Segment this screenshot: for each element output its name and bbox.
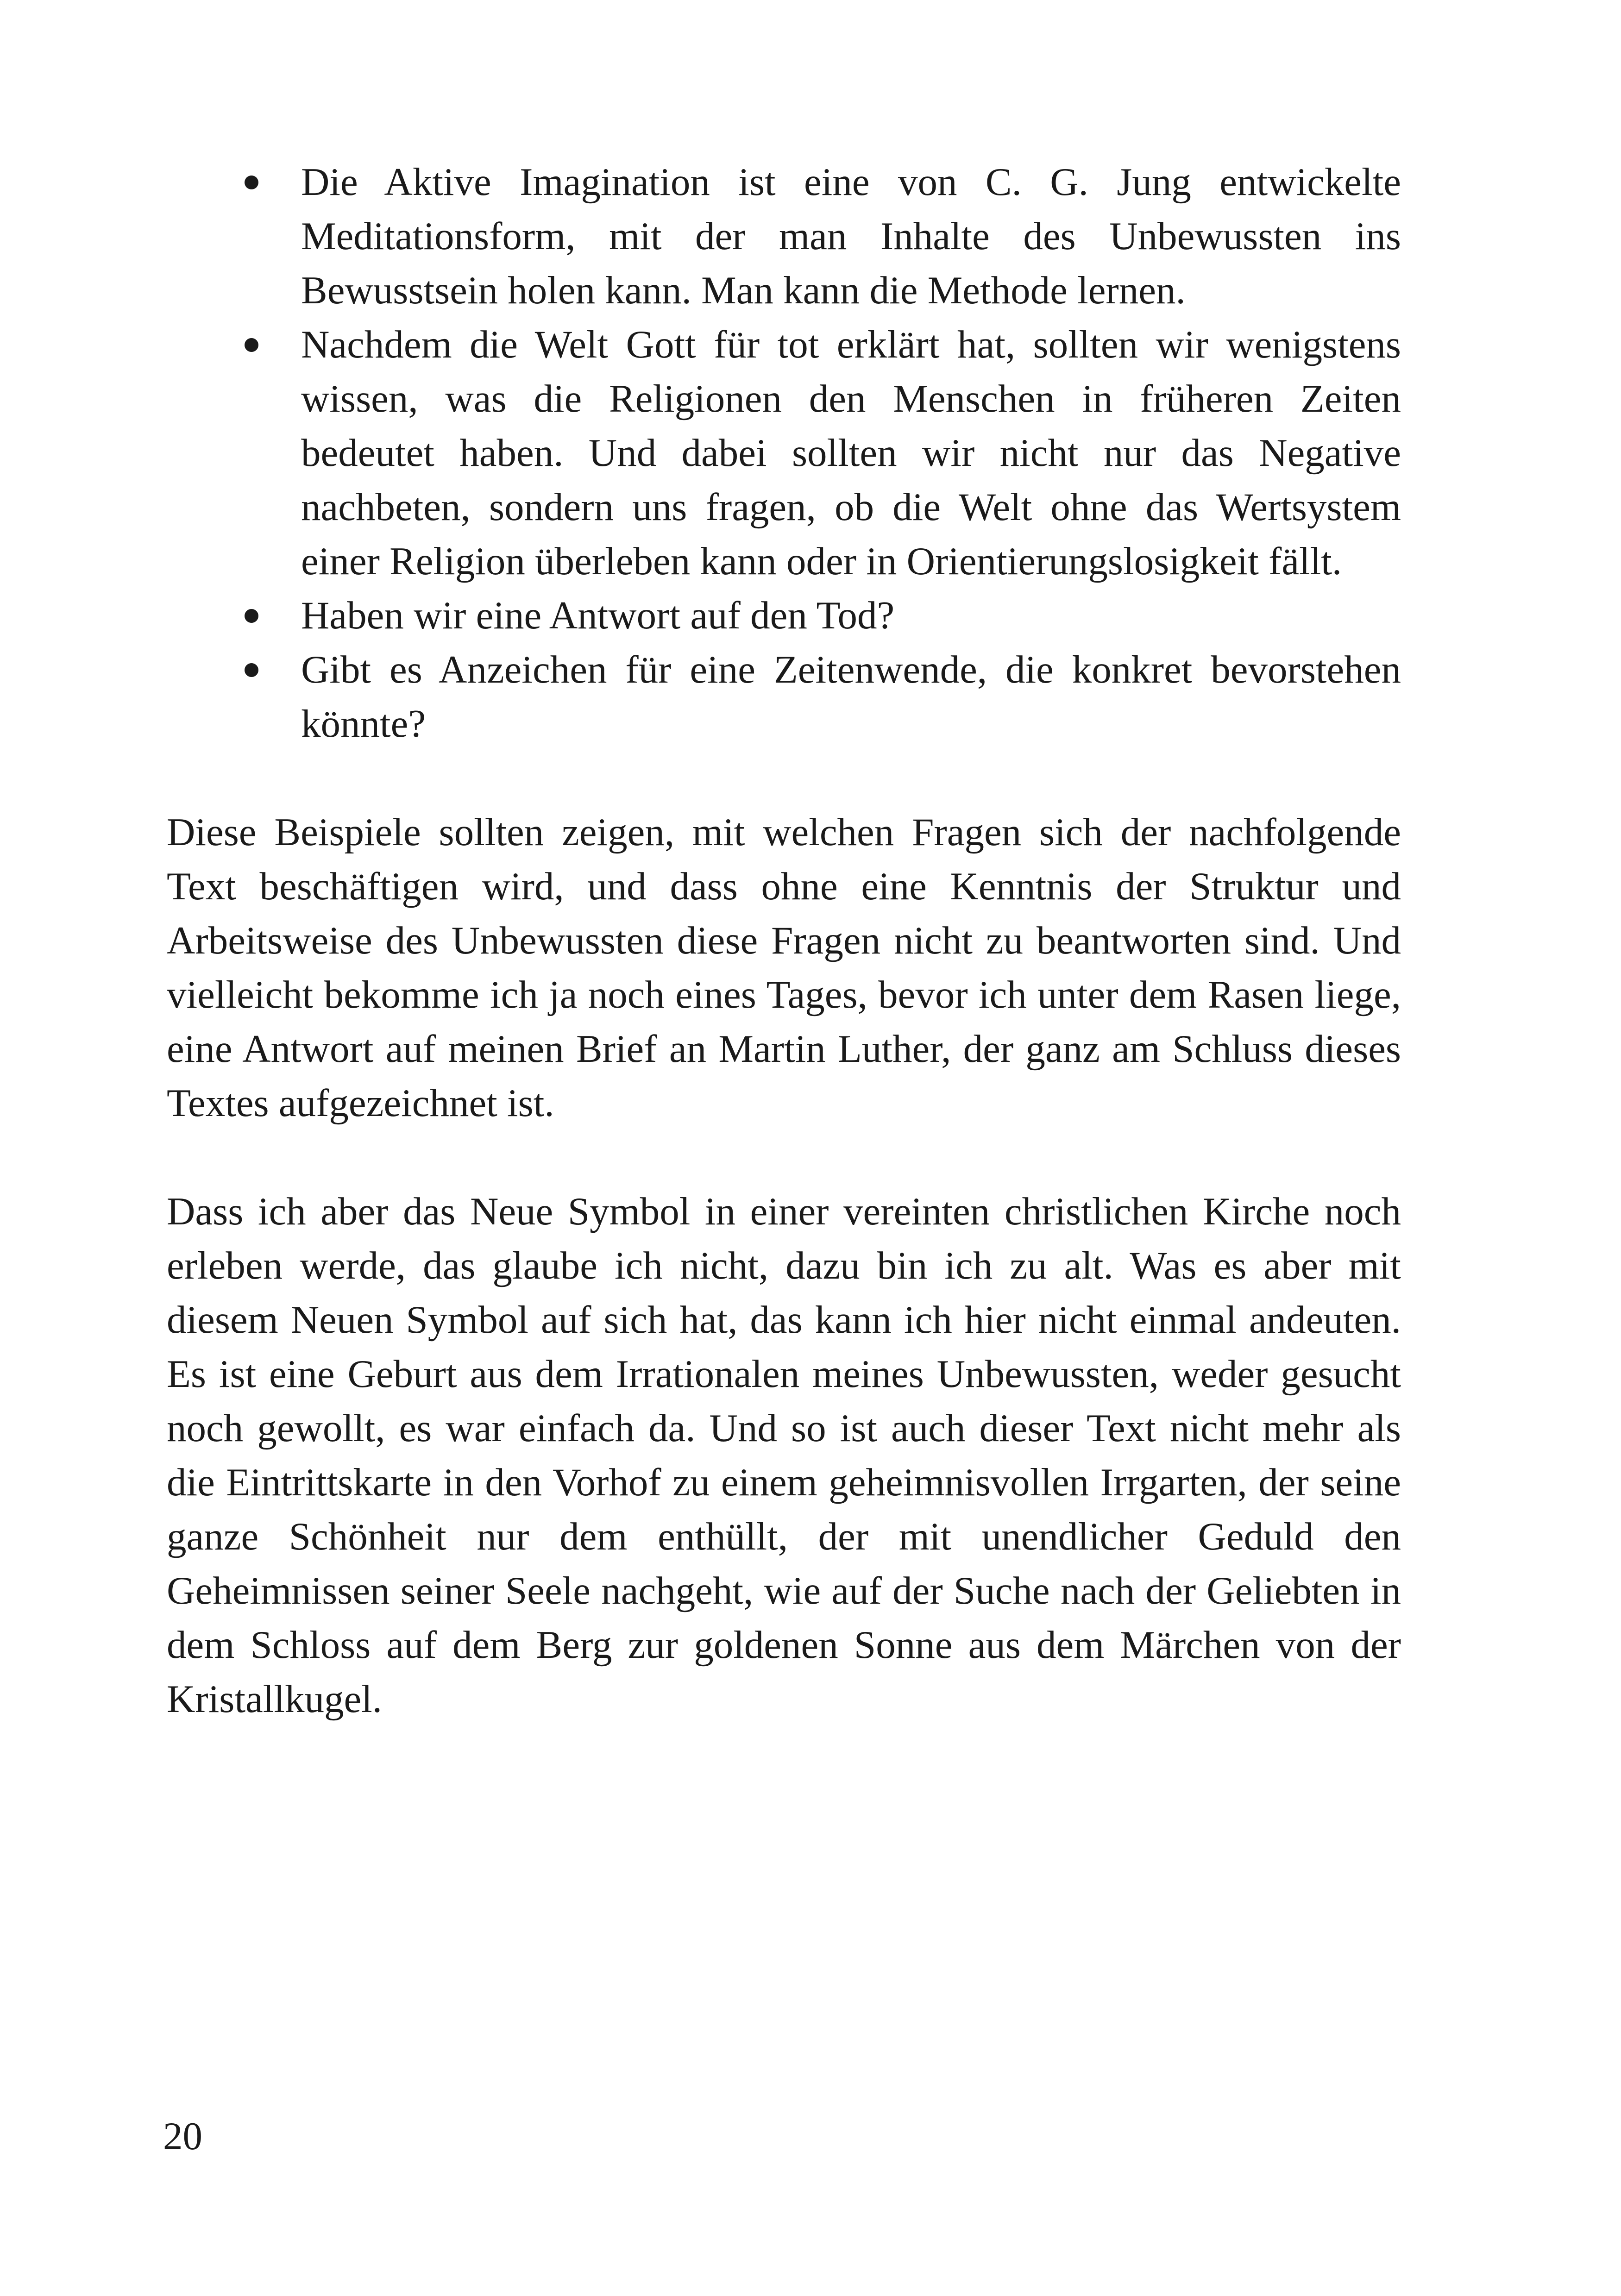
bullet-text: Haben wir eine Antwort auf den Tod? xyxy=(301,594,895,637)
page-number: 20 xyxy=(163,2114,202,2158)
paragraph: Diese Beispiele sollten zeigen, mit welchen Fragen sich der nachfolgende Text beschäftigen wird, und dass ohne eine Kenntnis der Struktur und Arbeitsweise des Unbewussten diese Fragen nicht zu beantworten sind. Und vielleicht bekomme ich ja noch eines Tages, bevor ich unter dem Rasen liege, eine Antwort auf meinen Brief an Martin Luther, der ganz am Schluss dieses Textes aufgezeichnet ist. xyxy=(167,810,1401,1125)
bullet-item xyxy=(167,318,1401,589)
bullet-icon xyxy=(245,609,258,623)
bullet-item xyxy=(167,155,1401,318)
bullet-icon xyxy=(245,338,258,352)
bullet-text: Nachdem die Welt Gott für tot erklärt hat, sollten wir wenigstens wissen, was die Religionen den Menschen in früheren Zeiten bedeutet haben. Und dabei sollten wir nicht nur das Negative nachbeten, sondern uns fragen, ob die Welt ohne das Wertsystem einer Religion überleben kann oder in Orientierungslosigkeit fällt. xyxy=(301,323,1401,583)
bullet-text: Die Aktive Imagination ist eine von C. G. Jung entwickelte Meditationsform, mit der man Inhalte des Unbewussten ins Bewusstsein holen kann. Man kann die Methode lernen. xyxy=(301,160,1401,312)
bullet-icon xyxy=(245,176,258,189)
main-text xyxy=(167,155,1401,1726)
bullet-text: Gibt es Anzeichen für eine Zeitenwende, die konkret bevorstehen könnte? xyxy=(301,648,1401,746)
bullet-item xyxy=(167,589,1401,643)
paragraph: Dass ich aber das Neue Symbol in einer vereinten christlichen Kirche noch erleben werde, das glaube ich nicht, dazu bin ich zu alt. Was es aber mit diesem Neuen Symbol auf sich hat, das kann ich hier nicht einmal andeuten. Es ist eine Geburt aus dem Irrationalen meines Unbewussten, weder gesucht noch gewollt, es war einfach da. Und so ist auch dieser Text nicht mehr als die Eintrittskarte in den Vorhof zu einem geheimnisvollen Irrgarten, der seine ganze Schönheit nur dem enthüllt, der mit unendlicher Geduld den Geheimnissen seiner Seele nachgeht, wie auf der Suche nach der Geliebten in dem Schloss auf dem Berg zur goldenen Sonne aus dem Märchen von der Kristallkugel. xyxy=(167,1190,1401,1721)
bullet-icon xyxy=(245,663,258,677)
bullet-item xyxy=(167,643,1401,751)
bullet-list xyxy=(167,155,1401,751)
